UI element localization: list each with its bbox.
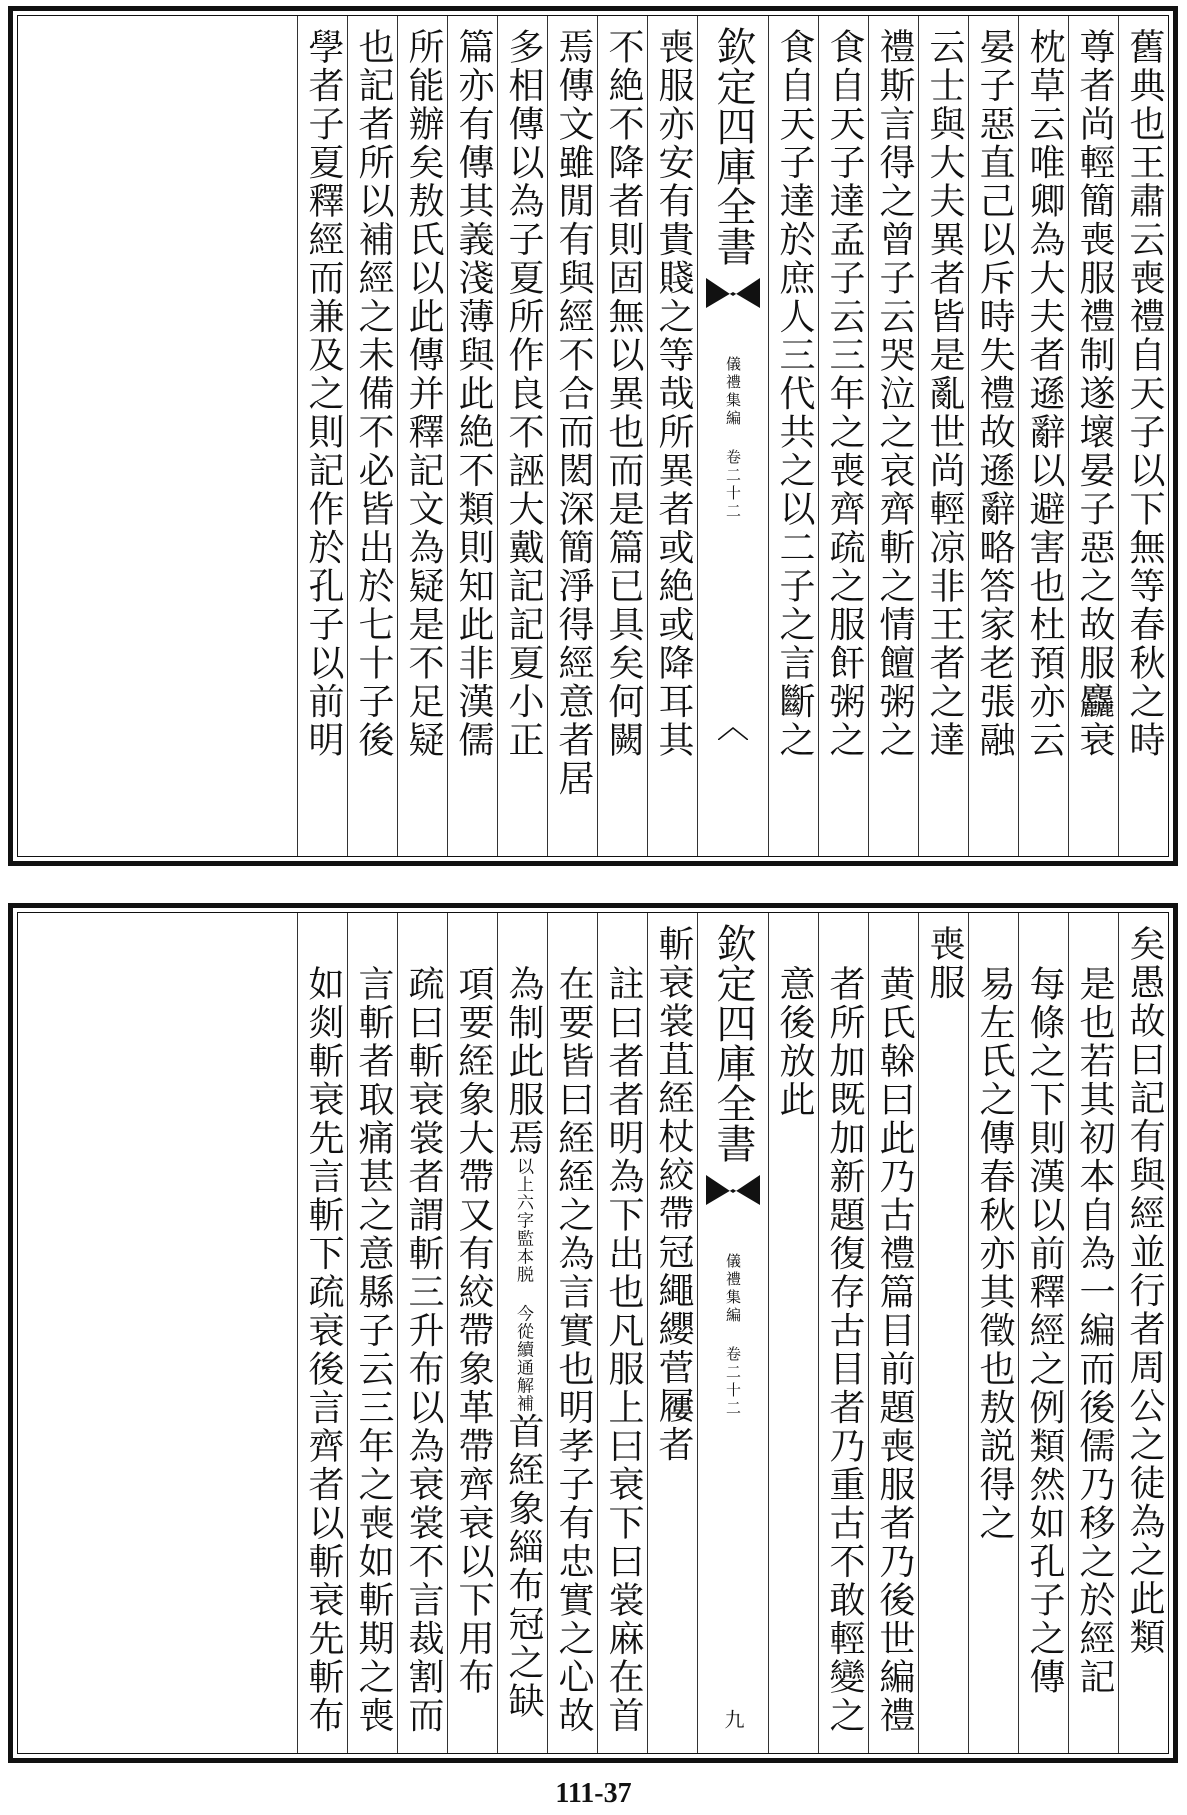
text-column: 註曰者者明為下出也凡服上曰衰下曰裳麻在首 xyxy=(597,913,647,1753)
text-column: 不絶不降者則固無以異也而是篇已具矣何闕 xyxy=(597,16,647,856)
text-column: 項要絰象大帶又有絞帶象革帶齊衰以下用布 xyxy=(447,913,497,1753)
fish-tail-mark-icon xyxy=(706,278,760,308)
folio-number: 九 xyxy=(721,1709,745,1729)
text-column: 是也若其初本自為一編而後儒乃移之於經記 xyxy=(1068,913,1118,1753)
text-column: 晏子惡直己以斥時失禮故遜辭略答家老張融 xyxy=(968,16,1018,856)
text-column: 舊典也王肅云喪禮自天子以下無等春秋之時 xyxy=(1118,16,1168,856)
center-banner xyxy=(697,16,768,856)
text-column: 矣愚故曰記有與經並行者周公之徒為之此類 xyxy=(1118,913,1168,1753)
banner-subtitle: 儀禮集編 卷二十二 xyxy=(724,356,742,521)
fish-tail-mark-icon xyxy=(718,726,748,740)
text-column: 意後放此 xyxy=(768,913,818,1753)
text-column: 每條之下則漢以前釋經之例類然如孔子之傳 xyxy=(1018,913,1068,1753)
banner-title: 欽定四庫全書 xyxy=(710,26,756,266)
fish-tail-mark-icon xyxy=(706,1175,760,1205)
text-column: 斬衰裳苴絰杖絞帶冠繩纓菅屨者 xyxy=(647,913,697,1753)
text-column: 也記者所以補經之未備不必皆出於七十子後 xyxy=(347,16,397,856)
text-column: 學者子夏釋經而兼及之則記作於孔子以前明 xyxy=(297,16,347,856)
text-column: 焉傳文雖閒有與經不合而閎深簡淨得經意者居 xyxy=(547,16,597,856)
page-top xyxy=(8,6,1178,866)
text-column: 枕草云唯卿為大夫者遜辭以避害也杜預亦云 xyxy=(1018,16,1068,856)
banner-subtitle: 儀禮集編 卷二十二 xyxy=(724,1253,742,1418)
text-column: 喪服亦安有貴賤之等哉所異者或絶或降耳其 xyxy=(647,16,697,856)
text-column: 所能辦矣敖氏以此傳并釋記文為疑是不足疑 xyxy=(397,16,447,856)
page-number: 111-37 xyxy=(555,1778,632,1809)
text-column: 食自天子達孟子云三年之喪齊疏之服飦粥之 xyxy=(818,16,868,856)
text-column: 言斬者取痛甚之意縣子云三年之喪如斬期之喪 xyxy=(347,913,397,1753)
section-heading: 喪服 xyxy=(918,913,968,1753)
banner-title: 欽定四庫全書 xyxy=(710,923,756,1163)
interlinear-note: 以上六字監本脱 今從續通解補 xyxy=(513,1157,533,1413)
text-column: 者所加既加新題復存古目者乃重古不敢輕變之 xyxy=(818,913,868,1753)
page-bottom xyxy=(8,903,1178,1763)
text-column: 篇亦有傳其義淺薄與此絶不類則知此非漢儒 xyxy=(447,16,497,856)
text-column: 如剡斬衰先言斬下疏衰後言齊者以斬衰先斬布 xyxy=(297,913,347,1753)
text-column: 多相傳以為子夏所作良不誣大戴記記夏小正 xyxy=(497,16,547,856)
text-column: 食自天子達於庶人三代共之以二子之言斷之 xyxy=(768,16,818,856)
text-column: 云士與大夫異者皆是亂世尚輕凉非王者之達 xyxy=(918,16,968,856)
text-column: 疏曰斬衰裳者謂斬三升布以為衰裳不言裁割而 xyxy=(397,913,447,1753)
text-column: 在要皆曰絰絰之為言實也明孝子有忠實之心故 xyxy=(547,913,597,1753)
text-column: 尊者尚輕簡喪服禮制遂壞晏子惡之故服麤衰 xyxy=(1068,16,1118,856)
text-column: 禮斯言得之曾子云哭泣之哀齊斬之情饘粥之 xyxy=(868,16,918,856)
text-column: 易左氏之傳春秋亦其徵也敖説得之 xyxy=(968,913,1018,1753)
text-column: 為制此服焉以上六字監本脱 今從續通解補首絰象緇布冠之缺 xyxy=(497,913,547,1753)
center-banner xyxy=(697,913,768,1753)
text-column: 黄氏榦曰此乃古禮篇目前題喪服者乃後世編禮 xyxy=(868,913,918,1753)
